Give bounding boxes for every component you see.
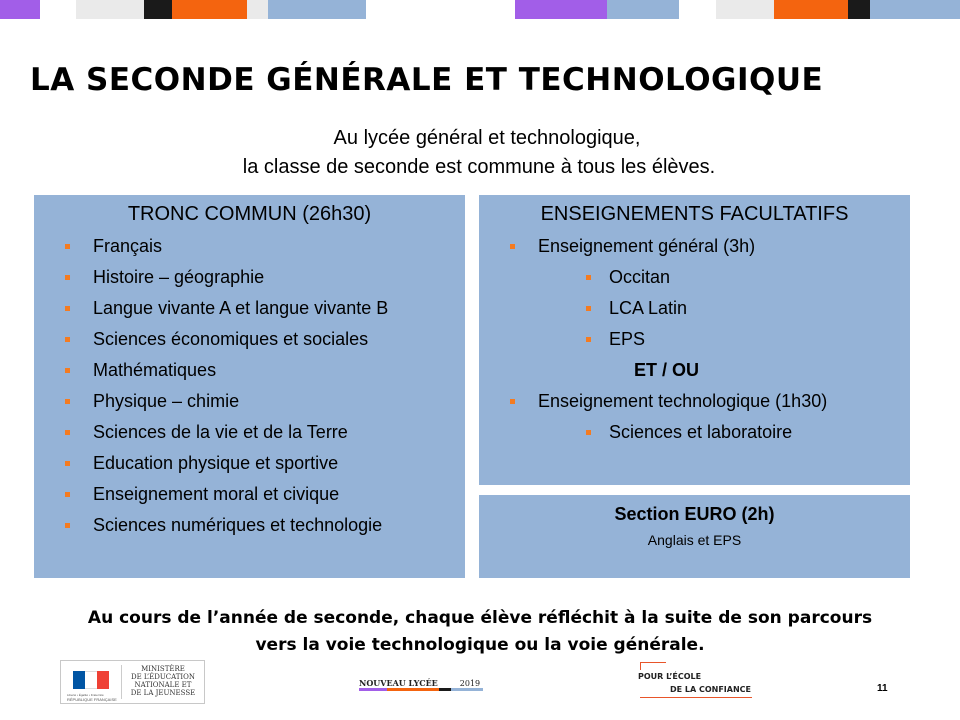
- bullet-square-icon: [65, 337, 70, 342]
- top-bar-orange-left: [172, 0, 247, 19]
- bullet-square-icon: [510, 399, 515, 404]
- bullet-square-icon: [586, 337, 591, 342]
- page-title: LA SECONDE GÉNÉRALE ET TECHNOLOGIQUE: [30, 62, 824, 98]
- and-or-label: ET / OU: [634, 360, 700, 380]
- sub-item: Occitan: [479, 262, 768, 293]
- list-item: Sciences numériques et technologie: [34, 510, 329, 541]
- republic-motto: Liberté • Égalité • Fraternité RÉPUBLIQUE FRANÇAISE: [67, 693, 117, 702]
- top-bar-blue-right: [870, 0, 960, 19]
- bullet-square-icon: [65, 461, 70, 466]
- sub-item: LCA Latin: [479, 293, 768, 324]
- nouveau-lycee-bar-purple: [359, 688, 387, 691]
- logo-divider: [121, 665, 122, 699]
- bullet-square-icon: [65, 275, 70, 280]
- ministry-logo: [60, 660, 205, 704]
- nouveau-lycee-year: 2019: [459, 679, 481, 688]
- nouveau-lycee-label: NOUVEAU LYCÉE: [359, 678, 438, 688]
- facultatifs-box: [479, 195, 910, 485]
- bullet-square-icon: [65, 306, 70, 311]
- top-bar-grey-right: [716, 0, 774, 19]
- intro-text: [0, 124, 960, 182]
- bullet-square-icon: [65, 430, 70, 435]
- sub-item: Sciences et laboratoire: [479, 417, 768, 448]
- list-item: Enseignement moral et civique: [34, 479, 329, 510]
- tronc-commun-title: TRONC COMMUN (26h30): [127, 203, 372, 225]
- intro-line-1: Au lycée général et technologique,: [333, 127, 641, 149]
- flag-red: [97, 671, 109, 689]
- bullet-square-icon: [65, 492, 70, 497]
- top-bar-purple-mid: [515, 0, 607, 19]
- pec-rule-vertical: [640, 662, 641, 670]
- top-bar-grey-left: [76, 0, 144, 19]
- bullet-square-icon: [65, 399, 70, 404]
- top-bar-blue-mid: [607, 0, 679, 19]
- bullet-square-icon: [65, 523, 70, 528]
- french-flag-icon: [73, 671, 109, 689]
- top-bar-grey2-left: [247, 0, 268, 19]
- bullet-square-icon: [586, 306, 591, 311]
- ministry-name: MINISTÈRE DE L’ÉDUCATION NATIONALE ET DE LA JEUNESSE: [130, 665, 196, 697]
- nouveau-lycee-bar-black: [439, 688, 451, 691]
- nouveau-lycee-logo: [359, 678, 480, 688]
- list-item-general: Enseignement général (3h): [479, 231, 768, 262]
- page-number: 11: [877, 683, 888, 694]
- euro-subtitle: Anglais et EPS: [647, 532, 742, 548]
- pec-rule-bottom: [640, 697, 752, 698]
- flag-blue: [73, 671, 85, 689]
- tronc-commun-list: [34, 231, 389, 541]
- bullet-square-icon: [586, 275, 591, 280]
- list-item-techno: Enseignement technologique (1h30): [479, 386, 768, 417]
- list-item: Histoire – géographie: [34, 262, 329, 293]
- confiance-label: DE LA CONFIANCE: [670, 685, 751, 694]
- facultatifs-list: [479, 231, 828, 448]
- nouveau-lycee-bar-blue: [451, 688, 483, 691]
- bullet-square-icon: [65, 244, 70, 249]
- nouveau-lycee-bar-orange: [387, 688, 439, 691]
- tronc-commun-box: [34, 195, 465, 578]
- list-item: Langue vivante A et langue vivante B: [34, 293, 329, 324]
- sub-item: EPS: [479, 324, 768, 355]
- outro-line-1: Au cours de l’année de seconde, chaque élève réfléchit à la suite de son parcours: [87, 608, 873, 628]
- list-item: Mathématiques: [34, 355, 329, 386]
- bullet-square-icon: [510, 244, 515, 249]
- list-item: Sciences de la vie et de la Terre: [34, 417, 329, 448]
- outro-line-2: vers la voie technologique ou la voie générale.: [255, 635, 705, 655]
- top-bar-orange-right: [774, 0, 848, 19]
- and-or-row: [479, 355, 768, 386]
- bullet-square-icon: [586, 430, 591, 435]
- top-bar-purple-left: [0, 0, 40, 19]
- top-bar-blue-left: [268, 0, 366, 19]
- euro-box: [479, 495, 910, 578]
- euro-title: Section EURO (2h): [614, 504, 775, 524]
- pec-rule-top: [640, 662, 666, 663]
- top-bar-black-left: [144, 0, 172, 19]
- list-item: Education physique et sportive: [34, 448, 329, 479]
- outro-text: [0, 605, 960, 659]
- flag-white: [85, 671, 97, 689]
- list-item: Sciences économiques et sociales: [34, 324, 329, 355]
- list-item: Physique – chimie: [34, 386, 329, 417]
- facultatifs-title: ENSEIGNEMENTS FACULTATIFS: [540, 203, 849, 225]
- top-bar-black-right: [848, 0, 870, 19]
- intro-line-2: la classe de seconde est commune à tous les élèves.: [242, 156, 716, 178]
- bullet-square-icon: [65, 368, 70, 373]
- list-item: Français: [34, 231, 329, 262]
- pour-ecole-label: POUR L’ÉCOLE: [638, 672, 702, 681]
